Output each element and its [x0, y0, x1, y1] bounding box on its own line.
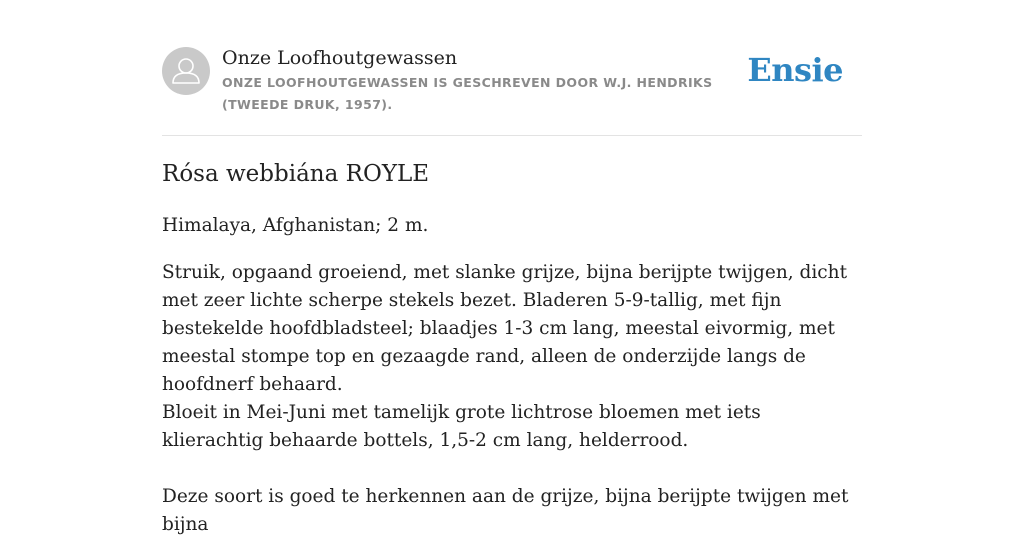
- brand-logo[interactable]: Ensie: [747, 51, 843, 89]
- user-icon: [162, 47, 210, 95]
- entry-title: Rósa webbiána ROYLE: [162, 161, 430, 187]
- publication-description: ONZE LOOFHOUTGEWASSEN IS GESCHREVEN DOOR W.J. HENDRIKS (TWEEDE DRUK, 1957).: [222, 75, 713, 112]
- entry-paragraph: Bloeit in Mei-Juni met tamelijk grote lichtrose bloemen met iets klierachtig behaarde bottels, 1,5-2 cm lang, helderrood.: [162, 402, 761, 451]
- publication-title[interactable]: Onze Loofhoutgewassen: [222, 47, 458, 69]
- header: [162, 0, 862, 136]
- entry-paragraph: Himalaya, Afghanistan; 2 m.: [162, 215, 429, 236]
- page-container: [162, 0, 862, 535]
- author-avatar[interactable]: [162, 47, 210, 95]
- entry-paragraph: Struik, opgaand groeiend, met slanke grijze, bijna berijpte twijgen, dicht met zeer lichte scherpe stekels bezet. Bladeren 5-9-tallig, met fijn bestekelde hoofdbladsteel; blaadjes 1-3 cm lang, meestal eivormig, met meestal stompe top en gezaagde rand, alleen de onderzijde langs de hoofdnerf behaard.: [162, 262, 847, 395]
- entry-paragraph: Deze soort is goed te herkennen aan de grijze, bijna berijpte twijgen met bijna: [162, 486, 849, 535]
